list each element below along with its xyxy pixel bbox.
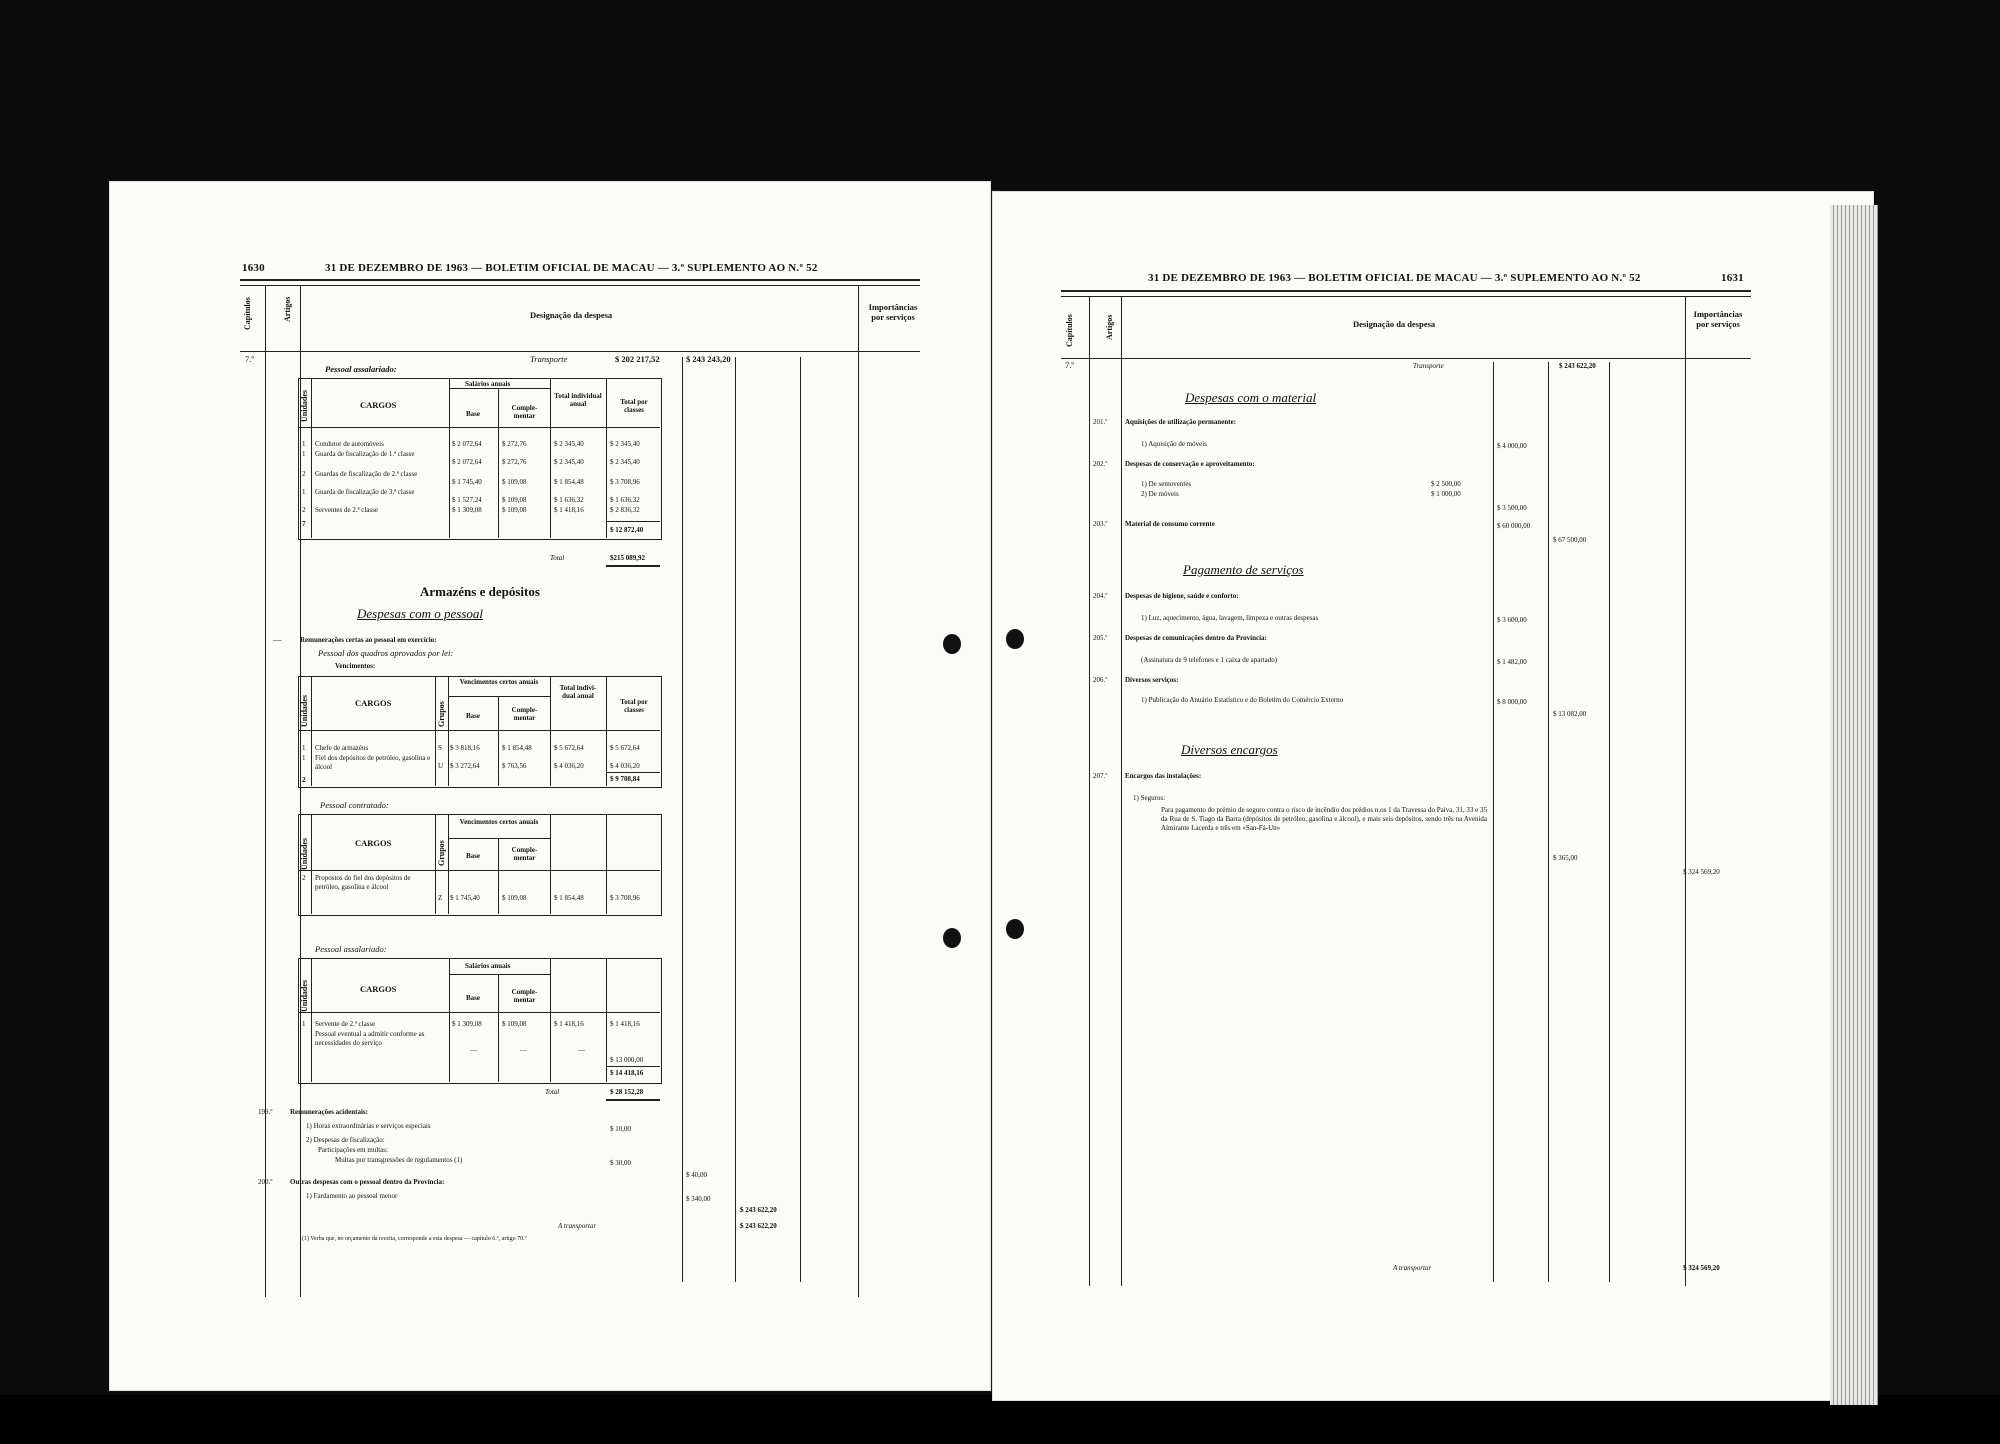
article-item: 1) Aquisição de móveis — [1141, 440, 1207, 448]
table-divider — [550, 676, 551, 786]
table-divider — [606, 958, 607, 1082]
section-total: $ 13 082,00 — [1553, 710, 1587, 718]
column-label-artigos: Artigos — [283, 296, 292, 322]
column-label-base: Base — [466, 852, 480, 860]
article-item: 1) Luz, aquecimento, água, lavagem, limpeza e outras despesas — [1141, 614, 1319, 622]
cell-base: $ 2 072,64 — [452, 440, 482, 448]
cell-cargo: Guarda de fiscalização de 3.ª classe — [315, 488, 415, 496]
total-value: $215 089,92 — [610, 554, 645, 562]
column-label-artigos: Artigos — [1105, 314, 1114, 340]
column-label-importancias: Importâncias por serviços — [868, 302, 918, 322]
column-label-cargos: CARGOS — [355, 698, 392, 708]
table-divider — [311, 814, 312, 914]
table-divider — [448, 838, 550, 839]
article-item-value: $ 60 000,00 — [1497, 522, 1531, 530]
column-label-salarios: Salários anuais — [465, 380, 511, 388]
article-item-value: $ 30,00 — [610, 1159, 631, 1167]
cell-complementar: $ 272,76 — [502, 440, 527, 448]
section-label: Pessoal assalariado: — [325, 364, 397, 374]
cell-unidades: 1 — [302, 488, 306, 496]
binder-hole — [1006, 629, 1024, 649]
units-total: 7 — [302, 520, 306, 528]
table-divider — [498, 974, 499, 1082]
article-number: 204.º — [1093, 592, 1108, 600]
cell-complementar: $ 109,08 — [502, 496, 527, 504]
article-number: 200.º — [258, 1178, 273, 1186]
table-sum: $ 9 708,84 — [610, 775, 640, 783]
cell-cargo: Guardas de fiscalização de 2.ª classe — [315, 470, 418, 478]
cell-base: $ 1 745,40 — [452, 478, 482, 486]
footnote: (1) Verba que, no orçamento da receita, corresponde a esta despesa — capítulo 6.º, artigo 70.º — [302, 1236, 527, 1242]
binder-hole — [943, 928, 961, 948]
table-divider — [498, 388, 499, 538]
cell-total-classes: $ 5 672,64 — [610, 744, 640, 752]
cell-total-individual: $ 1 418,16 — [554, 1020, 584, 1028]
cell-unidades: 2 — [302, 874, 306, 882]
right-page — [993, 192, 1873, 1400]
column-label-unidades: Unidades — [300, 837, 309, 870]
table-divider — [435, 676, 436, 786]
article-number: 202.º — [1093, 460, 1108, 468]
salary-table-3 — [298, 814, 662, 916]
a-transportar-label: A transportar — [558, 1222, 597, 1230]
transporte-value: $ 243 622,20 — [1559, 362, 1596, 370]
column-label-total-classes: Total por classes — [620, 398, 648, 414]
cell-total-classes: $ 2 836,32 — [610, 506, 640, 514]
table-divider — [298, 730, 660, 731]
cell-grupo: S — [438, 744, 442, 752]
left-page — [110, 182, 990, 1390]
column-label-unidades: Unidades — [300, 979, 309, 1012]
table-divider — [606, 1066, 660, 1067]
article-item: (Assinatura de 9 telefones e 1 caixa de apartado) — [1141, 656, 1278, 664]
section-subtitle: Pagamento de serviços — [1183, 562, 1304, 577]
cell-cargo: Propostos do fiel dos depósitos de petróleo, gasolina e álcool — [315, 874, 411, 891]
cell-cargo: Pessoal eventual a admitir conforme as necessidades do serviço — [315, 1030, 425, 1047]
table-sum: $ 14 418,16 — [610, 1069, 644, 1077]
cell-total-classes: $ 3 708,96 — [610, 894, 640, 902]
article-title: Material de consumo corrente — [1125, 520, 1215, 528]
article-item: Multas por transgressões de regulamentos (1) — [335, 1156, 463, 1164]
article-title: Encargos das instalações: — [1125, 772, 1202, 780]
article-total: $ 40,00 — [686, 1171, 707, 1179]
cell-total-classes: $ 2 345,40 — [610, 458, 640, 466]
column-label-vencimentos: Vencimentos certos anuais — [459, 678, 539, 686]
header-rule — [240, 279, 920, 281]
table-divider — [550, 814, 551, 914]
article-item: 1) Publicação do Anuário Estatístico e do Boletim do Comércio Externo — [1141, 696, 1344, 704]
table-divider — [606, 521, 660, 522]
column-label-designacao: Designação da despesa — [1353, 319, 1436, 329]
cell-base: $ 1 527,24 — [452, 496, 482, 504]
column-label-complementar: Comple- mentar — [511, 706, 538, 722]
column-label-grupos: Grupos — [437, 701, 446, 727]
binder-hole — [943, 634, 961, 654]
cell-grupo: U — [438, 762, 444, 770]
article-item-value: $ 3 600,00 — [1497, 616, 1527, 624]
cell-base: $ 2 072,64 — [452, 458, 482, 466]
article-paragraph: Para pagamento do prémio de seguro contra o risco de incêndio dos prédios n.os 1 da Travessa do Paiva, 31, 33 e 35 da Rua de S. Tiago da Barra (depósitos de petróleo, gasolina e álcool), e mais seis depósitos, sendo três na Avenida Almirante Lacerda e três em «San-Fá-Un» — [1161, 806, 1487, 832]
article-total: $ 243 622,20 — [740, 1206, 777, 1214]
column-divider — [265, 285, 266, 1297]
cell-complementar: $ 109,08 — [502, 894, 527, 902]
cell-total-classes: $ 13 000,00 — [610, 1056, 644, 1064]
column-label-total-individual: Total individual anual — [554, 392, 602, 408]
article-item-value: $ 1 000,00 — [1431, 490, 1461, 498]
table-divider — [298, 1012, 660, 1013]
article-number: 207.º — [1093, 772, 1108, 780]
column-divider — [1089, 296, 1090, 1286]
cell-complementar: $ 109,08 — [502, 478, 527, 486]
article-item-value: $ 8 000,00 — [1497, 698, 1527, 706]
cell-unidades: 1 — [302, 1020, 306, 1028]
cell-base: $ 1 745,40 — [450, 894, 480, 902]
page-number-left: 1630 — [242, 262, 265, 274]
column-divider — [1548, 362, 1549, 1282]
binder-hole — [1006, 919, 1024, 939]
column-label-vencimentos: Vencimentos certos anuais — [459, 818, 539, 826]
units-total: 2 — [302, 776, 306, 784]
article-number: 201.º — [1093, 418, 1108, 426]
cell-total-classes: $ 3 708,96 — [610, 478, 640, 486]
column-label-complementar: Comple- mentar — [511, 404, 538, 420]
table-divider — [498, 838, 499, 914]
transporte-label: Transporte — [530, 354, 568, 364]
page-number-right: 1631 — [1721, 272, 1744, 284]
chapter-number: 7.º — [1065, 360, 1075, 370]
column-divider — [1121, 296, 1122, 1286]
column-label-base: Base — [466, 410, 480, 418]
table-divider — [435, 814, 436, 914]
cell-total-classes: $ 1 636,32 — [610, 496, 640, 504]
column-label-designacao: Designação da despesa — [530, 310, 613, 320]
article-title: Diversos serviços: — [1125, 676, 1179, 684]
section-subtitle: Diversos encargos — [1181, 742, 1278, 757]
cell-cargo: Serventes de 2.ª classe — [315, 506, 378, 514]
column-label-cargos: CARGOS — [360, 400, 397, 410]
cell-total-individual: $ 1 636,32 — [554, 496, 584, 504]
cell-unidades: 2 — [302, 470, 306, 478]
cell-base: $ 1 309,08 — [452, 1020, 482, 1028]
page-header-left: 31 DE DEZEMBRO DE 1963 — BOLETIM OFICIAL DE MACAU — 3.º SUPLEMENTO AO N.º 52 — [325, 262, 818, 274]
table-divider — [606, 676, 607, 786]
cell-unidades: 2 — [302, 506, 306, 514]
cell-unidades: 1 — [302, 450, 306, 458]
article-item-value: $ 10,00 — [610, 1125, 631, 1133]
vencimentos-label: Vencimentos: — [335, 662, 376, 670]
cell-cargo: Fiel dos depósitos de petróleo, gasolina e álcool — [315, 754, 431, 771]
column-label-complementar: Comple- mentar — [511, 988, 538, 1004]
header-rule — [240, 285, 920, 286]
article-item-value: $ 340,00 — [686, 1195, 711, 1203]
cell-cargo: Chefe de armazéns — [315, 744, 369, 752]
article-title: Despesas de conservação e aproveitamento: — [1125, 460, 1255, 468]
page-edges — [1830, 205, 1878, 1405]
table-divider — [311, 958, 312, 1082]
article-item: 2) De móveis — [1141, 490, 1179, 498]
column-label-salarios: Salários anuais — [465, 962, 511, 970]
cell-total-classes: $ 4 036,20 — [610, 762, 640, 770]
article-item: Participações em multas: — [318, 1146, 388, 1154]
article-item: 1) Horas extraordinárias e serviços especiais — [306, 1122, 431, 1130]
column-divider — [682, 357, 683, 1282]
table-divider — [298, 870, 660, 871]
article-total: $ 3 500,00 — [1497, 504, 1527, 512]
remuneracoes-label: Remunerações certas ao pessoal em exercício: — [300, 636, 437, 644]
cell-base: $ 1 309,08 — [452, 506, 482, 514]
header-rule — [1061, 296, 1751, 297]
article-title: Outras despesas com o pessoal dentro da Província: — [290, 1178, 445, 1186]
cell-total-individual: $ 2 345,40 — [554, 440, 584, 448]
table-divider — [606, 814, 607, 914]
table-divider — [449, 378, 450, 538]
cell-cargo: Servente de 2.ª classe — [315, 1020, 376, 1028]
a-transportar-label: A transportar — [1393, 1264, 1432, 1272]
table-divider — [311, 676, 312, 786]
table-divider — [449, 388, 550, 389]
cell-complementar: $ 1 854,48 — [502, 744, 532, 752]
transporte-value-2: $ 243 243,20 — [686, 354, 731, 364]
assalariado-label-2: Pessoal assalariado: — [315, 944, 387, 954]
article-title: Remunerações acidentais: — [290, 1108, 368, 1116]
cell-unidades: 1 — [302, 744, 306, 752]
table-divider — [448, 676, 449, 786]
cell-total-individual: $ 1 418,16 — [554, 506, 584, 514]
article-item: 1) De semoventes — [1141, 480, 1192, 488]
column-divider — [858, 285, 859, 1297]
column-divider — [800, 357, 801, 1282]
cell-complementar: — — [520, 1046, 527, 1054]
article-item: 1) Seguros: — [1133, 794, 1166, 802]
chapter-number: 7.º — [245, 354, 255, 364]
article-title: Despesas de higiene, saúde e conforto: — [1125, 592, 1239, 600]
total-rule — [606, 565, 660, 567]
cell-complementar: $ 109,08 — [502, 506, 527, 514]
table-divider — [550, 378, 551, 538]
cell-grupo: Z — [438, 894, 443, 902]
cell-cargo: Condutor de automóveis — [315, 440, 384, 448]
table-sum: $ 12 872,40 — [610, 526, 644, 534]
column-label-base: Base — [466, 994, 480, 1002]
column-divider — [1685, 296, 1686, 1286]
table-divider — [606, 772, 660, 773]
contratado-label: Pessoal contratado: — [320, 800, 389, 810]
transporte-value-1: $ 202 217,52 — [615, 354, 660, 364]
total-label: Total — [550, 554, 565, 562]
cell-unidades: 1 — [302, 754, 306, 762]
cell-base: $ 3 272,64 — [450, 762, 480, 770]
scan-background — [0, 1395, 2000, 1444]
column-label-cargos: CARGOS — [360, 984, 397, 994]
article-number: 199.º — [258, 1108, 273, 1116]
total-value: $ 28 152,28 — [610, 1088, 644, 1096]
column-label-grupos: Grupos — [437, 840, 446, 866]
table-divider — [449, 958, 450, 1082]
table-divider — [498, 696, 499, 786]
cell-complementar: $ 109,08 — [502, 1020, 527, 1028]
total-label: Total — [545, 1088, 560, 1096]
column-label-capitulos: Capítulos — [1065, 314, 1074, 347]
cell-total-classes: $ 1 418,16 — [610, 1020, 640, 1028]
cell-base: — — [470, 1046, 477, 1054]
section-subtitle: Despesas com o pessoal — [357, 606, 484, 621]
cell-complementar: $ 272,76 — [502, 458, 527, 466]
article-number: 205.º — [1093, 634, 1108, 642]
column-label-unidades: Unidades — [300, 389, 309, 422]
column-divider — [735, 357, 736, 1282]
table-divider — [550, 958, 551, 1082]
column-label-capitulos: Capítulos — [243, 297, 252, 330]
cell-complementar: $ 763,56 — [502, 762, 527, 770]
a-transportar-value: $ 243 622,20 — [740, 1222, 777, 1230]
article-title: Despesas de comunicações dentro da Província: — [1125, 634, 1267, 642]
cell-total-individual: $ 1 854,48 — [554, 478, 584, 486]
a-transportar-value: $ 324 569,20 — [1683, 1264, 1720, 1272]
table-divider — [448, 814, 449, 914]
article-item: 2) Despesas de fiscalização: — [306, 1136, 385, 1144]
header-rule — [1061, 290, 1751, 292]
cell-total-classes: $ 2 345,40 — [610, 440, 640, 448]
column-label-importancias: Importâncias por serviços — [1693, 309, 1743, 329]
table-divider — [311, 378, 312, 538]
article-item-value: $ 4 000,00 — [1497, 442, 1527, 450]
transporte-label: Transporte — [1413, 362, 1444, 370]
cell-total-individual: $ 4 036,20 — [554, 762, 584, 770]
article-number: 206.º — [1093, 676, 1108, 684]
column-label-unidades: Unidades — [300, 694, 309, 727]
table-divider — [448, 696, 550, 697]
cell-total-individual: $ 1 854,48 — [554, 894, 584, 902]
column-divider — [1493, 362, 1494, 1282]
cell-cargo: Guarda de fiscalização de 1.ª classe — [315, 450, 415, 458]
article-item-value: $ 1 482,00 — [1497, 658, 1527, 666]
table-divider — [298, 427, 660, 428]
article-item-value: $ 365,00 — [1553, 854, 1578, 862]
column-divider — [1609, 362, 1610, 1282]
cell-total-individual: — — [578, 1046, 585, 1054]
column-header-rule — [240, 351, 920, 352]
column-label-complementar: Comple- mentar — [511, 846, 538, 862]
section-total: $ 67 500,00 — [1553, 536, 1587, 544]
cell-base: $ 3 818,16 — [450, 744, 480, 752]
quadros-label: Pessoal dos quadros aprovados por lei: — [318, 648, 454, 658]
table-divider — [449, 974, 550, 975]
article-item-value: $ 2 500,00 — [1431, 480, 1461, 488]
article-title: Aquisições de utilização permanente: — [1125, 418, 1237, 426]
cell-total-individual: $ 5 672,64 — [554, 744, 584, 752]
column-label-cargos: CARGOS — [355, 838, 392, 848]
column-label-total-classes: Total por classes — [620, 698, 648, 714]
page-header-right: 31 DE DEZEMBRO DE 1963 — BOLETIM OFICIAL DE MACAU — 3.º SUPLEMENTO AO N.º 52 — [1148, 272, 1641, 284]
grand-total: $ 324 569,20 — [1683, 868, 1720, 876]
column-header-rule — [1061, 358, 1751, 359]
column-label-total-individual: Total indivi- dual anual — [559, 684, 597, 700]
table-divider — [606, 378, 607, 538]
cell-total-individual: $ 2 345,40 — [554, 458, 584, 466]
dash: — — [273, 634, 282, 644]
section-title: Armazéns e depósitos — [420, 584, 540, 599]
total-rule — [606, 1099, 660, 1101]
article-number: 203.º — [1093, 520, 1108, 528]
cell-unidades: 1 — [302, 440, 306, 448]
article-item: 1) Fardamento ao pessoal menor — [306, 1192, 398, 1200]
section-subtitle: Despesas com o material — [1185, 390, 1317, 405]
column-label-base: Base — [466, 712, 480, 720]
